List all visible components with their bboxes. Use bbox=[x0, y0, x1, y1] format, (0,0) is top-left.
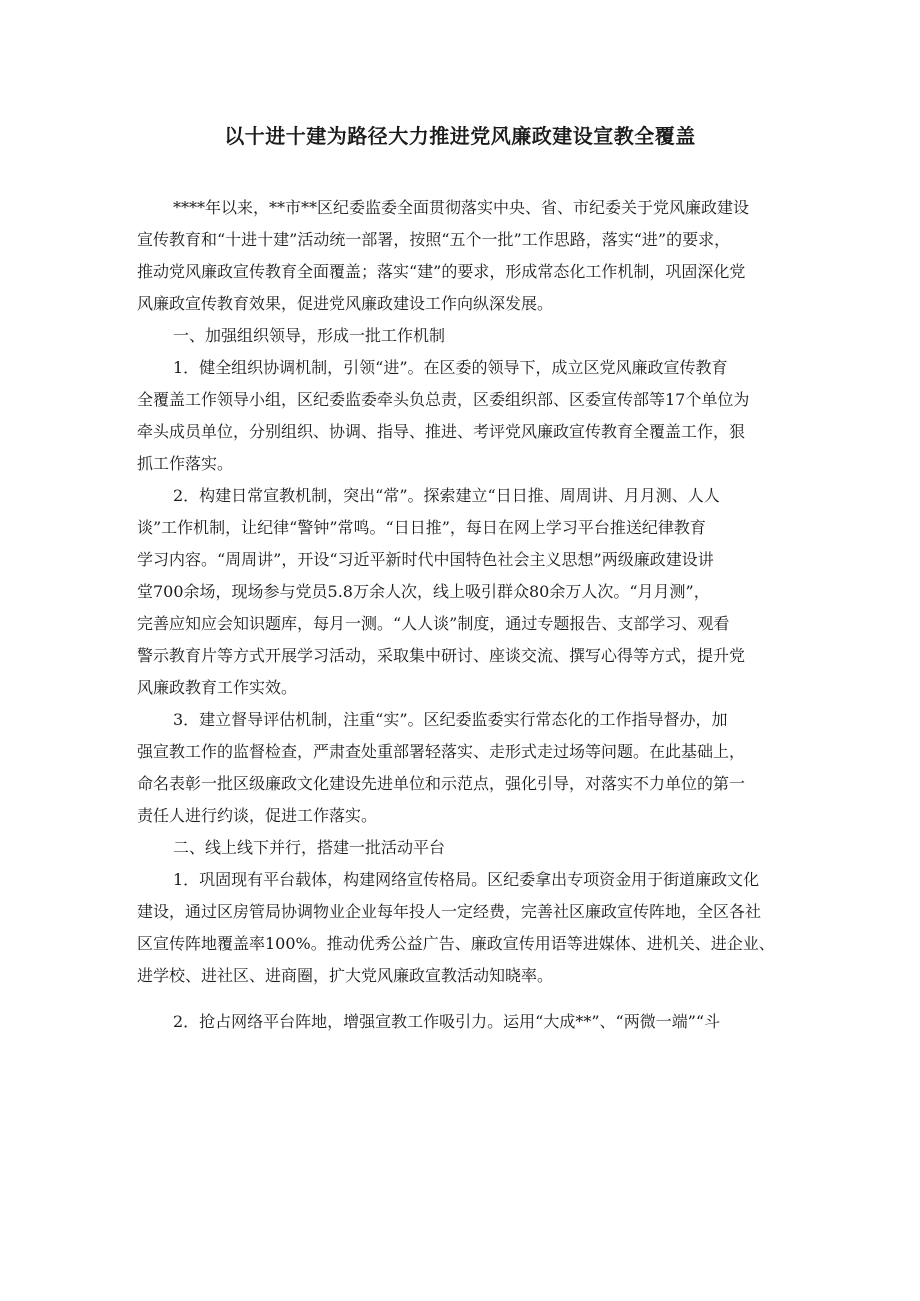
paragraph-line: 完善应知应会知识题库，每月一测。“人人谈”制度，通过专题报告、支部学习、观看 bbox=[137, 614, 730, 633]
paragraph-line: 风廉政宣传教育效果，促进党风廉政建设工作向纵深发展。 bbox=[137, 294, 554, 313]
paragraph-line: 2．构建日常宣教机制，突出“常”。探索建立“日日推、周周讲、月月测、人人 bbox=[173, 486, 720, 505]
paragraph-line: 1．健全组织协调机制，引领“进”。在区委的领导下，成立区党风廉政宣传教育 bbox=[173, 358, 728, 377]
paragraph-line: 进学校、进社区、进商圈，扩大党风廉政宣教活动知晓率。 bbox=[137, 966, 554, 985]
paragraph-line: 命名表彰一批区级廉政文化建设先进单位和示范点，强化引导，对落实不力单位的第一 bbox=[137, 774, 746, 793]
paragraph-line: 风廉政教育工作实效。 bbox=[137, 678, 298, 697]
paragraph-line: 学习内容。“周周讲”，开设“习近平新时代中国特色社会主义思想”两级廉政建设讲 bbox=[137, 550, 714, 569]
paragraph-line: 推动党风廉政宣传教育全面覆盖；落实“建”的要求，形成常态化工作机制，巩固深化党 bbox=[137, 262, 746, 281]
paragraph-line: 堂700余场，现场参与党员5.8万余人次，线上吸引群众80余万人次。“月月测”， bbox=[137, 582, 710, 601]
paragraph-line: 警示教育片等方式开展学习活动，采取集中研讨、座谈交流、撰写心得等方式，提升党 bbox=[137, 646, 746, 665]
paragraph-line: 2．抢占网络平台阵地，增强宣教工作吸引力。运用“大成**”、“两微一端”“斗 bbox=[173, 1012, 721, 1031]
paragraph-line: 谈”工作机制，让纪律“警钟”常鸣。“日日推”，每日在网上学习平台推送纪律教育 bbox=[137, 518, 706, 537]
paragraph-line: 强宣教工作的监督检查，严肃查处重部署轻落实、走形式走过场等问题。在此基础上， bbox=[137, 742, 746, 761]
document-body bbox=[137, 192, 797, 1038]
paragraph-line: 责任人进行约谈，促进工作落实。 bbox=[137, 806, 378, 825]
section-heading: 二、线上线下并行，搭建一批活动平台 bbox=[173, 838, 446, 857]
paragraph-line: 建设，通过区房管局协调物业企业每年投人一定经费，完善社区廉政宣传阵地，全区各社 bbox=[137, 902, 762, 921]
paragraph-line: 区宣传阵地覆盖率100%。推动优秀公益广告、廉政宣传用语等进媒体、进机关、进企业、 bbox=[137, 934, 775, 953]
paragraph-line: 1．巩固现有平台载体，构建网络宣传格局。区纪委拿出专项资金用于街道廉政文化 bbox=[173, 870, 760, 889]
paragraph-line: 抓工作落实。 bbox=[137, 454, 234, 473]
paragraph-line: 全覆盖工作领导小组，区纪委监委牵头负总责，区委组织部、区委宣传部等17个单位为 bbox=[137, 390, 750, 409]
paragraph-line: 牵头成员单位，分别组织、协调、指导、推进、考评党风廉政宣传教育全覆盖工作，狠 bbox=[137, 422, 746, 441]
document-title: 以十进十建为路径大力推进党风廉政建设宣教全覆盖 bbox=[224, 124, 696, 148]
paragraph-line: 3．建立督导评估机制，注重“实”。区纪委监委实行常态化的工作指导督办，加 bbox=[173, 710, 728, 729]
paragraph-spacer bbox=[137, 992, 797, 1006]
section-heading: 一、加强组织领导，形成一批工作机制 bbox=[173, 326, 446, 345]
paragraph-line: ****年以来，**市**区纪委监委全面贯彻落实中央、省、市纪委关于党风廉政建设 bbox=[173, 198, 750, 217]
paragraph-line: 宣传教育和“十进十建”活动统一部署，按照“五个一批”工作思路，落实“进”的要求， bbox=[137, 230, 731, 249]
